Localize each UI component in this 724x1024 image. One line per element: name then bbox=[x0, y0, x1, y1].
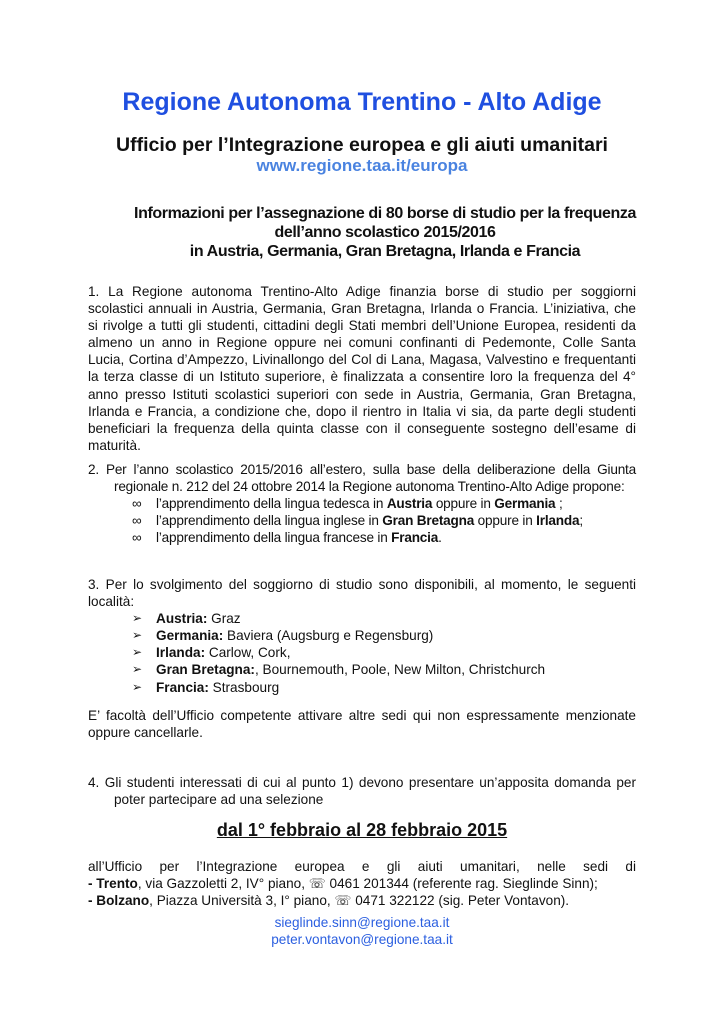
arrow-bullet-icon: ➢ bbox=[132, 679, 143, 694]
region-title: Regione Autonoma Trentino - Alto Adige bbox=[122, 88, 602, 116]
arrow-bullet-icon: ➢ bbox=[132, 628, 143, 643]
infinity-bullet-icon: ∞ bbox=[132, 496, 142, 512]
info-heading-line2: dell’anno scolastico 2015/2016 bbox=[274, 224, 496, 241]
paragraph-4-text: 4. Gli studenti interessati di cui al punto 1) devono presentare un’apposita domanda per poter partecipare ad una selezione bbox=[88, 775, 636, 808]
deadline-heading: dal 1° febbraio al 28 febbraio 2015 bbox=[216, 820, 508, 840]
location-item: ➢ Irlanda: Carlow, Cork, bbox=[132, 645, 291, 661]
email-link-vontavon[interactable]: peter.vontavon@regione.taa.it bbox=[271, 932, 453, 947]
location-list bbox=[88, 610, 636, 695]
office-title: Ufficio per l’Integrazione europea e gli aiuti umanitari bbox=[116, 134, 608, 156]
phone-icon: ☏ 0461 201344 (referente rag. Sieglinde Sinn); bbox=[308, 876, 598, 892]
email-block bbox=[0, 914, 724, 948]
contacts-intro: all’Ufficio per l’Integrazione europea e gli aiuti umanitari, nelle sedi di bbox=[88, 859, 636, 874]
language-item: ∞ l’apprendimento della lingua inglese in Gran Bretagna oppure in Irlanda; bbox=[132, 513, 583, 529]
paragraph-2 bbox=[88, 461, 636, 546]
location-item: ➢ Gran Bretagna:, Bournemouth, Poole, New Milton, Christchurch bbox=[132, 662, 546, 678]
info-heading-line3: in Austria, Germania, Gran Bretagna, Irlanda e Francia bbox=[189, 243, 581, 260]
language-item: ∞ l’apprendimento della lingua tedesca in Austria oppure in Germania ; bbox=[132, 496, 563, 512]
language-item: ∞ l’apprendimento della lingua francese in Francia. bbox=[132, 530, 442, 546]
language-list bbox=[88, 495, 636, 546]
location-item: ➢ Austria: Graz bbox=[132, 611, 241, 627]
arrow-bullet-icon: ➢ bbox=[132, 611, 143, 626]
email-link-sinn[interactable]: sieglinde.sinn@regione.taa.it bbox=[274, 915, 450, 930]
paragraph-4 bbox=[88, 774, 636, 808]
arrow-bullet-icon: ➢ bbox=[132, 662, 143, 677]
info-heading bbox=[88, 204, 682, 261]
paragraph-1: 1. La Regione autonoma Trentino-Alto Adige finanzia borse di studio per soggiorni scolastici annuali in Austria, Germania, Gran Bretagna, Irlanda o Francia. L’iniziativa, che si rivolge a tutti gli studenti, cittadini degli Stati membri dell’Unione Europea, residenti da almeno un anno in Regione oppure nei comuni confinanti di Pedemonte, Colle Santa Lucia, Cortina d’Ampezzo, Livinallongo del Col di Lana, Magasa, Valvestino e frequentanti la terza classe di un Istituto superiore, è finalizzata a consentire loro la frequenza del 4° anno presso Istituti scolastici superiori con sede in Austria, Germania, Gran Bretagna, Irlanda e Francia, a condizione che, dopo il rientro in Italia vi sia, da parte degli studenti beneficiari la frequenza della quinta classe con il conseguente sostegno dell’esame di maturità. bbox=[88, 284, 636, 453]
contact-trento: - Trento, via Gazzoletti 2, IV° piano, ☏ 0461 201344 (referente rag. Sieglinde Sinn); bbox=[88, 876, 598, 892]
infinity-bullet-icon: ∞ bbox=[132, 530, 142, 546]
website-link[interactable]: www.regione.taa.it/europa bbox=[256, 156, 468, 175]
contacts-block bbox=[88, 858, 636, 909]
info-heading-line1: Informazioni per l’assegnazione di 80 borse di studio per la frequenza bbox=[134, 205, 636, 222]
paragraph-3-note: E’ facoltà dell’Ufficio competente attivare altre sedi qui non espressamente menzionate oppure cancellarle. bbox=[88, 708, 636, 741]
paragraph-3-intro: 3. Per lo svolgimento del soggiorno di studio sono disponibili, al momento, le seguenti località: bbox=[88, 577, 636, 610]
contact-bolzano: - Bolzano, Piazza Università 3, I° piano, ☏ 0471 322122 (sig. Peter Vontavon). bbox=[88, 893, 570, 909]
arrow-bullet-icon: ➢ bbox=[132, 645, 143, 660]
paragraph-2-intro: 2. Per l’anno scolastico 2015/2016 all’estero, sulla base della deliberazione della Giunta regionale n. 212 del 24 ottobre 2014 la Regione autonoma Trentino-Alto Adige propone: bbox=[88, 462, 636, 495]
infinity-bullet-icon: ∞ bbox=[132, 513, 142, 529]
paragraph-3 bbox=[88, 576, 636, 696]
phone-icon: ☏ 0471 322122 (sig. Peter Vontavon). bbox=[334, 893, 570, 909]
location-item: ➢ Germania: Baviera (Augsburg e Regensburg) bbox=[132, 628, 434, 644]
location-item: ➢ Francia: Strasbourg bbox=[132, 679, 280, 695]
